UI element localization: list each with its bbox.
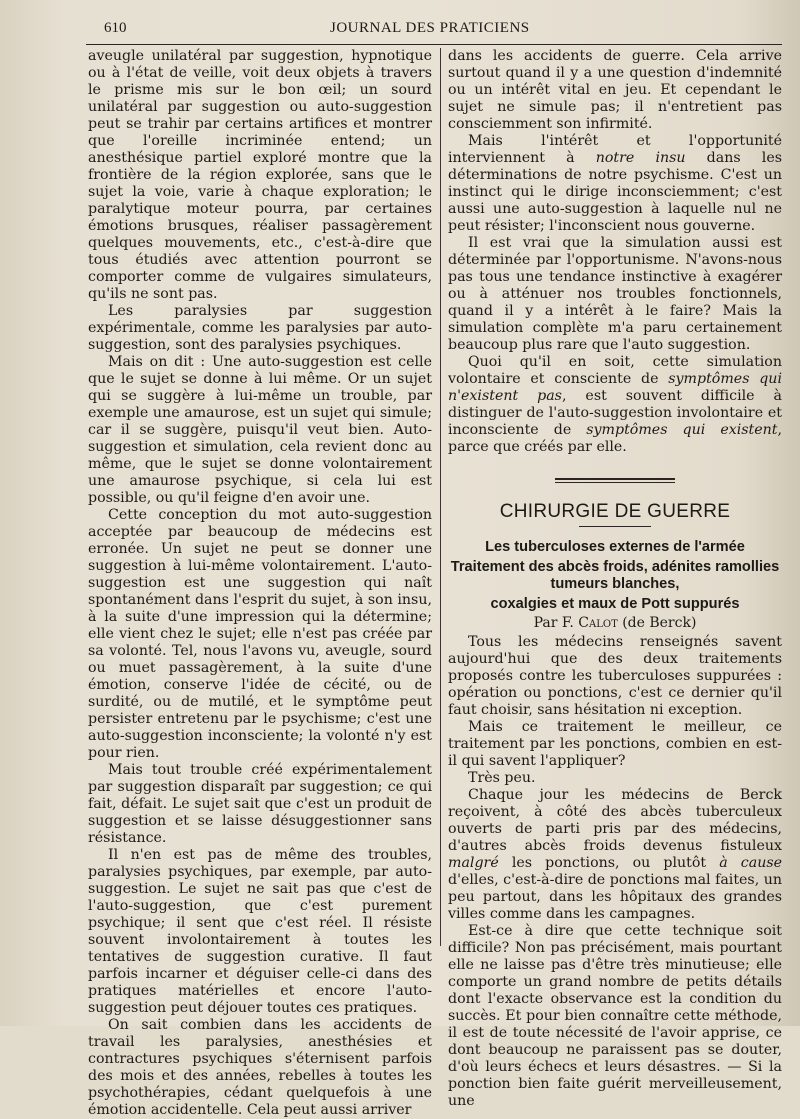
paragraph: Mais on dit : Une auto-suggestion est celle que le sujet se donne à lui même. Or un sujet qui se suggère à lui-même un trouble, par exemple une amaurose, est un sujet qui simule; car il se suggère, puisqu'il veut bien. Auto-suggestion et simulation, cela revient donc au même, que le sujet se donne volontairement une amaurose psychique, si cela lui est possible, ou qu'il feigne d'en avoir une. xyxy=(88,354,432,506)
paragraph: Très peu. xyxy=(468,770,536,786)
paragraph: Mais l'intérêt et l'opportunité interviennent à notre insu dans les déterminations de notre psychisme. C'est un instinct qui le dirige inconsciemment; c'est aussi une auto-suggestion à laquelle nul ne peut résister; l'inconscient nous gouverne. xyxy=(448,133,782,234)
journal-title: JOURNAL DES PRATICIENS xyxy=(330,20,530,36)
byline: Par F. Calot (de Berck) xyxy=(533,615,697,631)
section-separator xyxy=(555,478,675,483)
paragraph: Quoi qu'il en soit, cette simulation volontaire et consciente de symptômes qui n'existent pas, est souvent difficile à distinguer de l'auto-suggestion involontaire et inconsciente de symptômes qui existent, parce que créés par elle. xyxy=(448,354,782,455)
paragraph: Mais tout trouble créé expérimentalement par suggestion disparaît par suggestion; ce qui fait, défait. Le sujet sait que c'est un produit de suggestion et se laisse désuggestionner sans résistance. xyxy=(88,762,432,846)
paragraph: aveugle unilatéral par suggestion, hypnotique ou à l'état de veille, voit deux objets à travers le prisme mis sur le bon œil; un sourd unilatéral par suggestion ou auto-suggestion peut se trahir par certains artifices et montrer que l'oreille incriminée entend; un anesthésique partiel exploré montre que la frontière de la région explorée, sans que le sujet la voie, varie à chaque exploration; le paralytique moteur pourra, par certaines émotions brusques, réaliser passagèrement quelques mouvements, etc., c'est-à-dire que tous étudiés avec attention pourront se comporter comme de vulgaires simulateurs, qu'ils ne sont pas. xyxy=(88,48,432,302)
paragraph: Chaque jour les médecins de Berck reçoivent, à côté des abcès tuberculeux ouverts de parti pris par des médecins, d'autres abcès froids devenus fistuleux malgré les ponctions, ou plutôt à cause d'elles, c'est-à-dire de ponctions mal faites, un peu partout, dans les hôpitaux des grandes villes comme dans les campagnes. xyxy=(448,787,783,922)
left-column xyxy=(88,48,432,1119)
title-rule xyxy=(579,526,651,527)
paragraph: Il n'en est pas de même des troubles, paralysies psychiques, par exemple, par auto-suggestion. Le sujet ne sait pas que c'est de l'auto-suggestion, que c'est purement psychique; il sent que c'est réel. Il résiste souvent involontairement à toutes les tentatives de suggestion curative. Il faut parfois incarner et déguiser celle-ci dans des pratiques matérielles et encore l'auto-suggestion peut déjouer toutes ces pratiques. xyxy=(88,847,432,1016)
paragraph: On sait combien dans les accidents de travail les paralysies, anesthésies et contractures psychiques s'éternisent parfois des mois et des années, rebelles à toutes les psychothérapies, cédant quelquefois à une émotion accidentelle. Cela peut aussi arriver xyxy=(88,1017,432,1118)
column-divider xyxy=(440,48,441,946)
paragraph: Mais ce traitement le meilleur, ce traitement par les ponctions, combien en est-il qui savent l'appliquer? xyxy=(448,719,782,769)
header-rule xyxy=(86,44,782,45)
article-title-line: Traitement des abcès froids, adénites ramollies tumeurs blanches, xyxy=(450,558,780,592)
article-title-line: Les tuberculoses externes de l'armée xyxy=(485,539,745,555)
paragraph: Est-ce à dire que cette technique soit difficile? Non pas précisément, mais pourtant elle ne laisse pas d'être très minutieuse; elle comporte un grand nombre de petits détails dont l'exacte observance est la condition du succès. Et pour bien connaître cette méthode, il est de toute nécessité de l'avoir apprise, ce dont beaucoup ne paraissent pas se douter, d'où leurs échecs et leurs désastres. — Si la ponction bien faite guérit merveilleusement, une xyxy=(448,923,782,1109)
paragraph: Il est vrai que la simulation aussi est déterminée par l'opportunisme. N'avons-nous pas tous une tendance instinctive à exagérer ou à atténuer nos troubles fonctionnels, quand il y a intérêt à le faire? Mais la simulation complète m'a paru certainement beaucoup plus rare que l'auto suggestion. xyxy=(448,235,782,353)
article-title-line: coxalgies et maux de Pott suppurés xyxy=(490,595,740,612)
right-column xyxy=(448,48,782,1110)
section-title: CHIRURGIE DE GUERRE xyxy=(499,501,731,522)
paragraph: Cette conception du mot auto-suggestion acceptée par beaucoup de médecins est erronée. Un sujet ne peut se donner une suggestion à lui-même volontairement. L'auto-suggestion est une suggestion qui naît spontanément dans l'esprit du sujet, à son insu, à la suite d'une impression qui la détermine; elle vient chez le sujet; elle n'est pas créée par sa volonté. Tel, nous l'avons vu, aveugle, sourd ou muet passagèrement, à la suite d'une émotion, conserve l'idée de cécité, ou de surdité, ou de mutilé, et le symptôme peut persister entretenu par le psychisme; c'est une auto-suggestion inconsciente; la volonté n'y est pour rien. xyxy=(88,507,432,761)
paragraph: Les paralysies par suggestion expérimentale, comme les paralysies par auto-suggestion, sont des paralysies psychiques. xyxy=(88,303,432,353)
page-number: 610 xyxy=(104,20,127,36)
page-header xyxy=(0,18,800,42)
paragraph: Tous les médecins renseignés savent aujourd'hui que des deux traitements proposés contre les tuberculoses suppurées : opération ou ponctions, c'est ce dernier qu'il faut choisir, sans hésitation ni exception. xyxy=(448,634,782,718)
paragraph: dans les accidents de guerre. Cela arrive surtout quand il y a une question d'indemnité ou un intérêt vital en jeu. Et cependant le sujet ne simule pas; il n'entretient pas consciemment son infirmité. xyxy=(448,48,782,132)
